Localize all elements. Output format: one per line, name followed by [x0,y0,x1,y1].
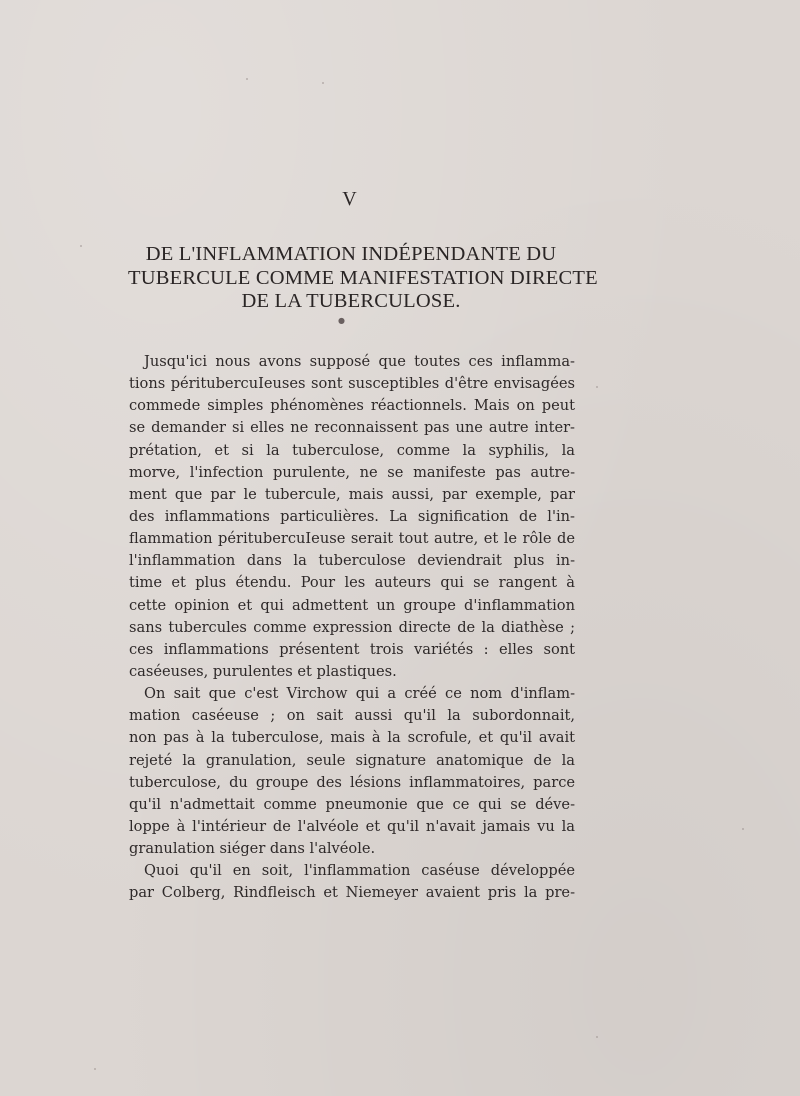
text-line: l'inflammation dans la tuberculose deviendrait plus in- [129,552,575,570]
chapter-title-line: TUBERCULE COMME MANIFESTATION DIRECTE [128,266,598,289]
text-line: prétation, et si la tuberculose, comme la syphilis, la [129,441,575,459]
chapter-number: V [342,188,358,210]
text-line: time et plus étendu. Pour les auteurs qui se rangent à [129,574,575,592]
chapter-title-line: DE L'INFLAMMATION INDÉPENDANTE DU [145,243,557,265]
text-line: par Colberg, Rindfleisch et Niemeyer avaient pris la pre- [129,884,575,902]
text-line: mation caséeuse ; on sait aussi qu'il la subordonnait, [129,707,575,725]
text-line: non pas à la tuberculose, mais à la scrofule, et qu'il avait [129,729,575,747]
text-line: Quoi qu'il en soit, l'inflammation caséuse développée [144,862,575,880]
speck [80,245,82,247]
chapter-title [128,243,598,314]
ornament-mark: ● [338,316,345,325]
text-line: commede simples phénomènes réactionnels. Mais on peut [129,397,575,415]
text-line: tuberculose, du groupe des lésions inflammatoires, parce [129,773,575,791]
speck [322,82,324,84]
text-line: granulation siéger dans l'alvéole. [129,840,376,858]
text-line: cette opinion et qui admettent un groupe d'inflammation [129,596,575,614]
text-line: caséeuses, purulentes et plastiques. [129,662,397,680]
speck [596,1036,598,1038]
body-text [129,351,575,905]
text-line: des inflammations particulières. La signification de l'in- [129,507,575,525]
text-line: rejeté la granulation, seule signature anatomique de la [129,751,575,769]
text-line: flammation péritubercuIeuse serait tout autre, et le rôle de [129,530,575,548]
text-line: qu'il n'admettait comme pneumonie que ce qui se déve- [129,795,575,813]
text-line: On sait que c'est Virchow qui a créé ce nom d'inflam- [144,685,575,703]
speck [94,1068,96,1070]
text-line: ment que par le tubercule, mais aussi, par exemple, par [129,485,575,503]
chapter-title-line: DE LA TUBERCULOSE. [241,290,461,312]
text-line: se demander si elles ne reconnaissent pas une autre inter- [129,419,575,437]
text-line: tions péritubercuIeuses sont susceptibles d'être envisagées [129,375,575,393]
text-line: loppe à l'intérieur de l'alvéole et qu'il n'avait jamais vu la [129,817,575,835]
text-line: Jusqu'ici nous avons supposé que toutes ces inflamma- [144,353,575,370]
text-line: ces inflammations présentent trois variétés : elles sont [129,640,575,658]
text-line: morve, l'infection purulente, ne se manifeste pas autre- [129,463,575,481]
speck [596,386,598,388]
speck [742,828,744,830]
text-line: sans tubercules comme expression directe de la diathèse ; [129,618,575,636]
speck [246,78,248,80]
